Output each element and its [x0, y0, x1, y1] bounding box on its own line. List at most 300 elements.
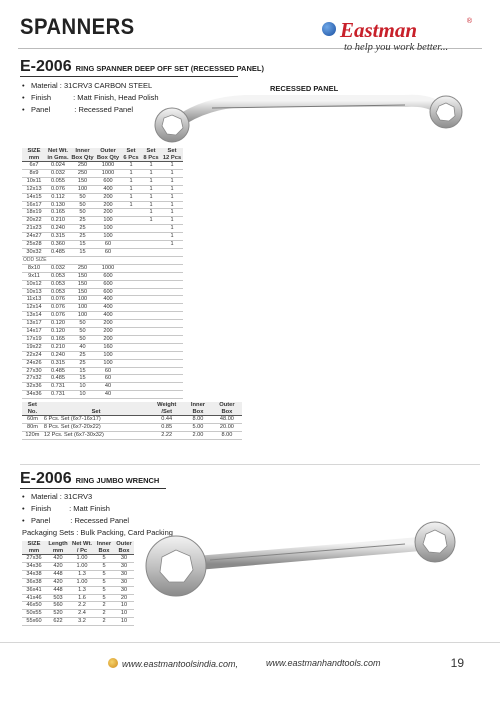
table-cell: 2.00 [184, 431, 212, 439]
table-header-row [22, 541, 134, 555]
table-cell: 100 [70, 312, 95, 320]
table-cell [121, 367, 141, 375]
table-cell: 60m [22, 416, 43, 424]
table-header-cell: Inner Box [184, 402, 212, 416]
spec-panel: • Panel : Recessed Panel [22, 105, 134, 114]
table-cell: 0.85 [149, 423, 184, 431]
table-cell: 0.053 [46, 272, 70, 280]
section2-rule [20, 488, 166, 489]
table-cell: 160 [95, 343, 121, 351]
table-cell: 0.120 [46, 328, 70, 336]
table-cell [121, 209, 141, 217]
table-cell: 0.120 [46, 320, 70, 328]
table-cell: 200 [95, 328, 121, 336]
table-header-cell: Net Wt. in Gms. [47, 148, 69, 161]
table-cell: 1 [161, 177, 183, 185]
table-cell: 400 [95, 312, 121, 320]
table-cell: 15 [70, 248, 95, 256]
table-cell: 503 [46, 594, 70, 602]
table-cell: 1.00 [70, 555, 94, 563]
table-header-cell: Inner Box [94, 541, 114, 555]
table-cell: 0.485 [46, 375, 70, 383]
spec2-panel: • Panel : Recessed Panel [22, 516, 130, 525]
table-cell: 1 [121, 201, 141, 209]
table-cell [141, 383, 161, 391]
table-cell [121, 375, 141, 383]
table-cell [161, 335, 183, 343]
eastman-logo [322, 18, 472, 58]
table-cell: 8.00 [184, 416, 212, 424]
table-cell [141, 343, 161, 351]
table-row [22, 594, 134, 602]
table-cell [161, 312, 183, 320]
table-cell: 0.053 [46, 280, 70, 288]
table-cell: 1 [161, 185, 183, 193]
table-cell [161, 248, 183, 256]
table-cell [141, 225, 161, 233]
table-cell: 12x14 [22, 304, 46, 312]
table-cell: 0.055 [46, 177, 70, 185]
table-cell: 250 [70, 162, 95, 170]
table-cell: 13x14 [22, 312, 46, 320]
table-cell: 60 [95, 367, 121, 375]
table-cell: 10 [70, 391, 95, 399]
table-cell: 2.4 [70, 610, 94, 618]
table-cell [121, 288, 141, 296]
table-cell [121, 343, 141, 351]
table-header-cell: Net Wt. / Pc [70, 541, 94, 555]
table-row [22, 328, 183, 336]
table-header-cell: SIZE mm [22, 148, 46, 162]
table-cell: 15 [70, 241, 95, 249]
table-cell: 5 [94, 570, 114, 578]
table-cell: 1 [141, 217, 161, 225]
set-table [22, 402, 242, 440]
section1-code: E-2006 [20, 58, 72, 75]
table-cell [121, 359, 141, 367]
table-cell: 5 [94, 594, 114, 602]
table-cell: 60 [95, 375, 121, 383]
table-cell [161, 343, 183, 351]
table-cell: 520 [46, 610, 70, 618]
table-cell: 20x22 [22, 217, 46, 225]
table-cell: 10 [70, 383, 95, 391]
table-cell: 1 [161, 193, 183, 201]
table-cell: 2.22 [149, 431, 184, 439]
table-cell: 200 [95, 193, 121, 201]
table-cell [141, 335, 161, 343]
table-cell: 50 [70, 193, 95, 201]
table-cell: 27x30 [22, 367, 46, 375]
table-row [22, 610, 134, 618]
table-cell: 1 [161, 201, 183, 209]
table-cell [121, 304, 141, 312]
table-cell: 36x41 [22, 586, 46, 594]
table-cell [141, 391, 161, 399]
table-cell: 420 [46, 578, 70, 586]
table-cell: 25 [70, 217, 95, 225]
table-cell [161, 375, 183, 383]
table-cell: 10 [114, 602, 134, 610]
section1-table-wrap [22, 148, 183, 399]
table-row [22, 201, 183, 209]
table-cell: 10 [114, 618, 134, 626]
web-globe-icon [108, 658, 118, 668]
table-cell: 448 [46, 586, 70, 594]
table-cell [141, 351, 161, 359]
table-cell: 400 [95, 296, 121, 304]
table-cell: 0.44 [149, 416, 184, 424]
table-cell: 2.2 [70, 602, 94, 610]
table-cell [161, 272, 183, 280]
table-cell: 22x24 [22, 351, 46, 359]
table-cell: 1.6 [70, 594, 94, 602]
table-cell: 20.00 [212, 423, 242, 431]
table-row [22, 431, 242, 439]
table-cell: 0.165 [46, 335, 70, 343]
table-cell: 32x36 [22, 383, 46, 391]
table-header-cell: Outer Box [212, 402, 242, 416]
table-row [22, 555, 134, 563]
table-cell [141, 241, 161, 249]
table-cell: 15 [70, 375, 95, 383]
table-row [22, 391, 183, 399]
table-cell [161, 296, 183, 304]
table-row [22, 288, 183, 296]
table-cell [161, 383, 183, 391]
table-cell: 3.2 [70, 618, 94, 626]
table-cell: 1 [121, 177, 141, 185]
table-cell [161, 280, 183, 288]
table-cell: 100 [95, 351, 121, 359]
footer-web2[interactable]: www.eastmanhandtools.com [266, 658, 381, 668]
table-cell [121, 391, 141, 399]
table-cell: 14x17 [22, 328, 46, 336]
table-header-row [22, 148, 183, 162]
table-cell: 6 Pcs. Set (6x7-16x17) [43, 416, 150, 424]
footer-web1[interactable]: www.eastmantoolsindia.com, [108, 658, 238, 669]
table-row [22, 225, 183, 233]
table-cell [141, 288, 161, 296]
section1-name: RING SPANNER DEEP OFF SET (RECESSED PANEL) [75, 64, 264, 73]
table-cell: 150 [70, 177, 95, 185]
section1-rule [20, 76, 238, 77]
table-cell: 5.00 [184, 423, 212, 431]
table-cell: 30 [114, 555, 134, 563]
table-cell: 420 [46, 562, 70, 570]
table-cell: 40 [70, 343, 95, 351]
table-cell: 150 [70, 272, 95, 280]
table-cell: 1 [161, 169, 183, 177]
table-cell [121, 248, 141, 256]
table-cell: 0.485 [46, 248, 70, 256]
table-cell: 6x7 [22, 162, 46, 170]
table-cell: 8x9 [22, 169, 46, 177]
odd-size-label: ODD SIZE [22, 256, 183, 264]
table-cell: 41x46 [22, 594, 46, 602]
table-cell: 24x26 [22, 359, 46, 367]
table-row [22, 562, 134, 570]
section1-size-table [22, 148, 183, 399]
section1-heading [20, 58, 264, 76]
table-row [22, 335, 183, 343]
table-cell [121, 335, 141, 343]
globe-icon [322, 22, 336, 36]
table-cell [121, 383, 141, 391]
table-cell [121, 233, 141, 241]
table-header-cell: Set No. [22, 402, 43, 416]
section2-table-wrap [22, 541, 134, 626]
table-cell: 5 [94, 555, 114, 563]
footer-divider [0, 642, 500, 643]
table-cell: 19x22 [22, 343, 46, 351]
table-cell: 0.076 [46, 185, 70, 193]
table-cell: 0.076 [46, 296, 70, 304]
table-cell: 622 [46, 618, 70, 626]
table-cell: 100 [70, 296, 95, 304]
table-cell: 48.00 [212, 416, 242, 424]
table-cell: 1 [121, 185, 141, 193]
table-cell: 0.731 [46, 383, 70, 391]
table-header-cell: Set [43, 402, 150, 416]
table-row [22, 296, 183, 304]
table-cell: 50 [70, 320, 95, 328]
table-header-cell: Weight /Set [149, 402, 184, 416]
table-cell: 1 [161, 162, 183, 170]
table-cell: 30x32 [22, 248, 46, 256]
table-cell [141, 280, 161, 288]
table-cell: 50 [70, 201, 95, 209]
table-cell: 1000 [95, 169, 121, 177]
table-cell: 0.076 [46, 312, 70, 320]
table-row [22, 423, 242, 431]
jumbo-wrench-image [140, 516, 470, 606]
table-cell [121, 280, 141, 288]
table-header-cell: Set 12 Pcs [162, 148, 182, 161]
table-cell: 0.240 [46, 351, 70, 359]
table-cell [141, 296, 161, 304]
table-cell [161, 288, 183, 296]
table-cell: 0.360 [46, 241, 70, 249]
table-row [22, 375, 183, 383]
table-cell: 5 [94, 578, 114, 586]
table-cell: 0.165 [46, 209, 70, 217]
table-cell: 24x27 [22, 233, 46, 241]
table-cell: 5 [94, 586, 114, 594]
table-cell: 34x36 [22, 562, 46, 570]
table-cell: 0.240 [46, 225, 70, 233]
table-cell [121, 296, 141, 304]
table-cell: 9x11 [22, 272, 46, 280]
table-cell: 50 [70, 335, 95, 343]
table-row [22, 618, 134, 626]
table-row [22, 169, 183, 177]
table-cell: 0.032 [46, 264, 70, 272]
table-cell: 0.130 [46, 201, 70, 209]
table-cell [141, 328, 161, 336]
table-cell [121, 241, 141, 249]
table-cell: 1 [121, 193, 141, 201]
table-cell [141, 248, 161, 256]
table-cell: 600 [95, 177, 121, 185]
table-cell [161, 367, 183, 375]
table-cell: 200 [95, 201, 121, 209]
table-cell: 0.024 [46, 162, 70, 170]
table-cell: 17x19 [22, 335, 46, 343]
table-row [22, 248, 183, 256]
odd-size-row [22, 256, 183, 264]
table-row [22, 359, 183, 367]
table-cell [141, 233, 161, 241]
table-cell: 150 [70, 280, 95, 288]
table-cell: 1000 [95, 264, 121, 272]
table-row [22, 162, 183, 170]
table-cell: 30 [114, 578, 134, 586]
table-cell: 25 [70, 351, 95, 359]
table-cell: 1 [161, 225, 183, 233]
table-cell [121, 272, 141, 280]
table-cell: 34x38 [22, 570, 46, 578]
table-cell [161, 351, 183, 359]
table-cell: 20 [114, 594, 134, 602]
table-cell: 0.210 [46, 217, 70, 225]
table-cell: 100 [70, 185, 95, 193]
table-row [22, 570, 134, 578]
table-cell: 12x13 [22, 185, 46, 193]
set-table-wrap [22, 402, 242, 440]
table-cell: 5 [94, 562, 114, 570]
table-cell: 1 [141, 209, 161, 217]
table-cell: 1 [141, 185, 161, 193]
table-row [22, 209, 183, 217]
table-cell: 250 [70, 169, 95, 177]
table-cell: 13x17 [22, 320, 46, 328]
spec-finish: • Finish : Matt Finish, Head Polish [22, 93, 159, 102]
table-row [22, 304, 183, 312]
table-cell: 200 [95, 320, 121, 328]
section2-name: RING JUMBO WRENCH [75, 476, 160, 485]
table-cell [161, 320, 183, 328]
table-cell [121, 312, 141, 320]
table-cell: 0.112 [46, 193, 70, 201]
table-header-cell: SIZE mm [22, 541, 46, 555]
recessed-panel-label: RECESSED PANEL [270, 84, 339, 93]
table-cell [141, 320, 161, 328]
table-cell: 0.315 [46, 359, 70, 367]
table-cell: 8x10 [22, 264, 46, 272]
table-cell: 1 [141, 193, 161, 201]
table-cell [141, 375, 161, 383]
table-cell: 14x15 [22, 193, 46, 201]
table-cell: 1.3 [70, 570, 94, 578]
table-row [22, 320, 183, 328]
table-cell: 60 [95, 241, 121, 249]
table-cell: 1000 [95, 162, 121, 170]
table-cell: 25 [70, 359, 95, 367]
spec2-material: • Material : 31CRV3 [22, 492, 93, 501]
table-cell: 448 [46, 570, 70, 578]
table-row [22, 578, 134, 586]
table-cell [121, 217, 141, 225]
section2-size-table [22, 541, 134, 626]
table-cell [141, 359, 161, 367]
table-header-cell: Length mm [46, 541, 70, 555]
packaging-sets: Packaging Sets : Bulk Packing, Card Packing [22, 528, 173, 537]
table-cell: 2 [94, 618, 114, 626]
table-cell [161, 328, 183, 336]
table-cell [121, 328, 141, 336]
table-cell: 200 [95, 209, 121, 217]
table-header-row [22, 402, 242, 416]
table-cell: 1 [161, 217, 183, 225]
table-cell: 80m [22, 423, 43, 431]
table-cell: 400 [95, 185, 121, 193]
table-row [22, 217, 183, 225]
table-cell: 25x28 [22, 241, 46, 249]
table-cell: 10x13 [22, 288, 46, 296]
table-cell: 100 [70, 304, 95, 312]
table-cell: 0.032 [46, 169, 70, 177]
table-header-cell: Set 6 Pcs [121, 148, 141, 162]
deep-offset-spanner-image [150, 88, 470, 148]
table-cell: 27x36 [22, 555, 46, 563]
table-cell [121, 320, 141, 328]
table-cell [161, 359, 183, 367]
table-row [22, 367, 183, 375]
table-cell: 10 [114, 610, 134, 618]
table-row [22, 233, 183, 241]
table-row [22, 416, 242, 424]
table-cell: 1 [161, 209, 183, 217]
table-cell: 2 [94, 602, 114, 610]
table-row [22, 602, 134, 610]
table-cell [121, 351, 141, 359]
table-cell: 40 [95, 383, 121, 391]
table-cell: 55x60 [22, 618, 46, 626]
table-cell: 8 Pcs. Set (6x7-20x22) [43, 423, 150, 431]
page-number: 19 [450, 656, 464, 670]
table-cell [141, 367, 161, 375]
table-cell: 18x19 [22, 209, 46, 217]
section-divider [20, 464, 480, 465]
table-cell: 560 [46, 602, 70, 610]
table-cell: 250 [70, 264, 95, 272]
table-cell: 0.731 [46, 391, 70, 399]
table-cell: 100 [95, 225, 121, 233]
table-cell: 40 [95, 391, 121, 399]
section2-code: E-2006 [20, 470, 72, 487]
table-cell: 1.3 [70, 586, 94, 594]
table-cell [141, 264, 161, 272]
table-cell: 0.485 [46, 367, 70, 375]
table-cell: 100 [95, 217, 121, 225]
table-cell: 0.315 [46, 233, 70, 241]
section1-specs [22, 80, 159, 116]
table-row [22, 272, 183, 280]
table-cell: 25 [70, 225, 95, 233]
table-cell: 16x17 [22, 201, 46, 209]
table-cell: 27x32 [22, 375, 46, 383]
table-cell: 21x23 [22, 225, 46, 233]
registered-mark: ® [466, 18, 472, 25]
table-header-cell: Outer Box Qty [96, 148, 120, 161]
table-cell: 1 [161, 233, 183, 241]
table-cell: 2 [94, 610, 114, 618]
table-cell: 1 [161, 241, 183, 249]
table-cell: 200 [95, 335, 121, 343]
table-header-cell: Inner Box Qty [71, 148, 94, 161]
table-header-cell: Set 8 Pcs [141, 148, 161, 162]
